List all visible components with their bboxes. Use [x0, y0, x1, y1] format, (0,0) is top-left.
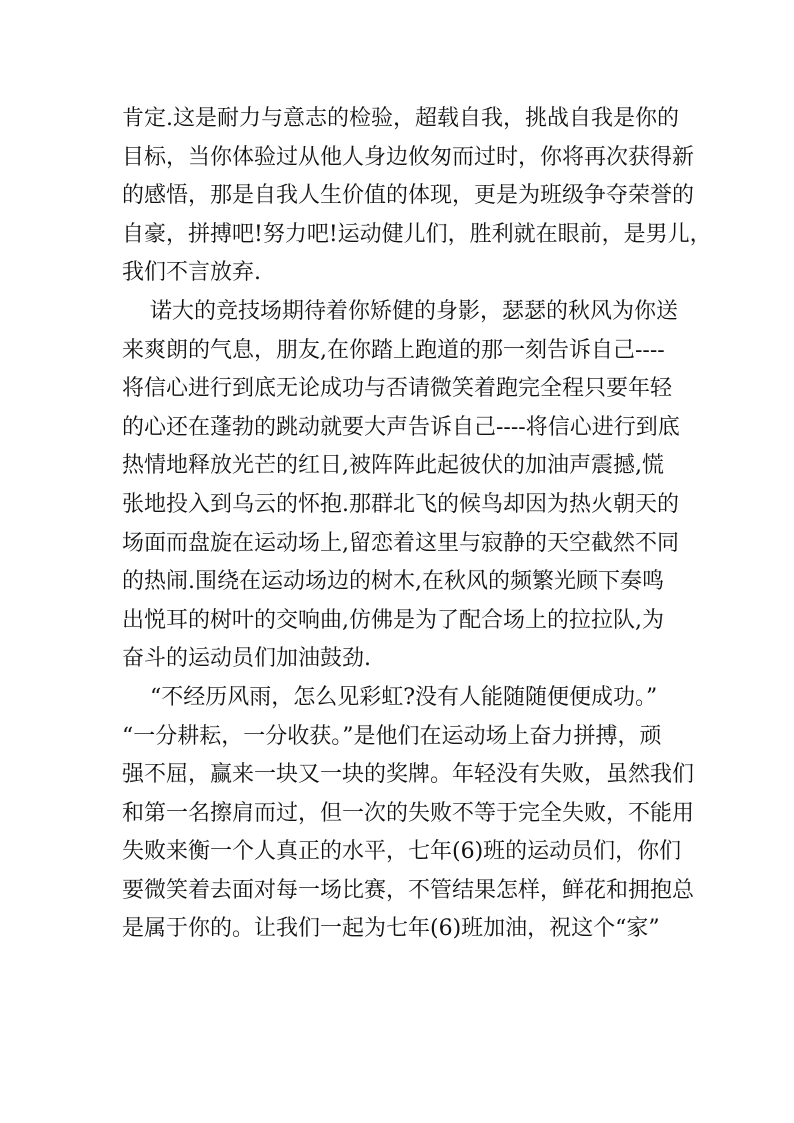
- document-body: [122, 100, 712, 949]
- paragraph-2-line-9: 出悦耳的树叶的交响曲,仿佛是为了配合场上的拉拉队,为: [122, 607, 664, 633]
- paragraph-3-line-5: 失败来衡一个人真正的水平，七年(6)班的运动员们，你们: [122, 839, 682, 865]
- paragraph-2-line-10: 奋斗的运动员们加油鼓劲.: [122, 646, 371, 672]
- paragraph-2-line-3: 将信心进行到底无论成功与否请微笑着跑完全程只要年轻: [122, 376, 673, 402]
- paragraph-1-line-5: 我们不言放弃.: [122, 260, 261, 286]
- paragraph-2-line-5: 热情地释放光芒的红日,被阵阵此起彼伏的加油声震撼,慌: [122, 453, 664, 479]
- paragraph-3-line-4: 和第一名擦肩而过，但一次的失败不等于完全失败，不能用: [122, 800, 695, 826]
- paragraph-3-line-1: “不经历风雨，怎么见彩虹?没有人能随随便便成功。”: [122, 684, 658, 710]
- paragraph-2-line-4: 的心还在蓬勃的跳动就要大声告诉自己----将信心进行到底: [122, 414, 680, 440]
- paragraph-3-line-6: 要微笑着去面对每一场比赛，不管结果怎样，鲜花和拥抱总: [122, 877, 695, 903]
- paragraph-2-line-2: 来爽朗的气息，朋友,在你踏上跑道的那一刻告诉自己----: [122, 337, 665, 363]
- paragraph-2-line-8: 的热闹.围绕在运动场边的树木,在秋风的频繁光顾下奏鸣: [122, 569, 664, 595]
- paragraph-3-line-2: “一分耕耘，一分收获。”是他们在运动场上奋力拼搏，顽: [122, 723, 662, 749]
- paragraph-3-line-7: 是属于你的。让我们一起为七年(6)班加油，祝这个“家”: [122, 916, 660, 942]
- paragraph-3-line-3: 强不屈，赢来一块又一块的奖牌。年轻没有失败，虽然我们: [122, 762, 695, 788]
- paragraph-1-line-1: 肯定.这是耐力与意志的检验，超载自我，挑战自我是你的: [122, 106, 679, 131]
- paragraph-1-line-4: 自豪，拼搏吧!努力吧!运动健儿们，胜利就在眼前，是男儿，: [122, 221, 712, 247]
- paragraph-1-line-3: 的感悟，那是自我人生价值的体现，更是为班级争夺荣誉的: [122, 183, 695, 209]
- paragraph-2-line-6: 张地投入到乌云的怀抱.那群北飞的候鸟却因为热火朝天的: [122, 491, 679, 517]
- paragraph-1-line-2: 目标，当你体验过从他人身边攸匆而过时，你将再次获得新: [122, 144, 695, 170]
- paragraph-2-line-1: 诺大的竞技场期待着你矫健的身影，瑟瑟的秋风为你送: [122, 298, 678, 324]
- paragraph-2-line-7: 场面而盘旋在运动场上,留恋着这里与寂静的天空截然不同: [122, 530, 679, 556]
